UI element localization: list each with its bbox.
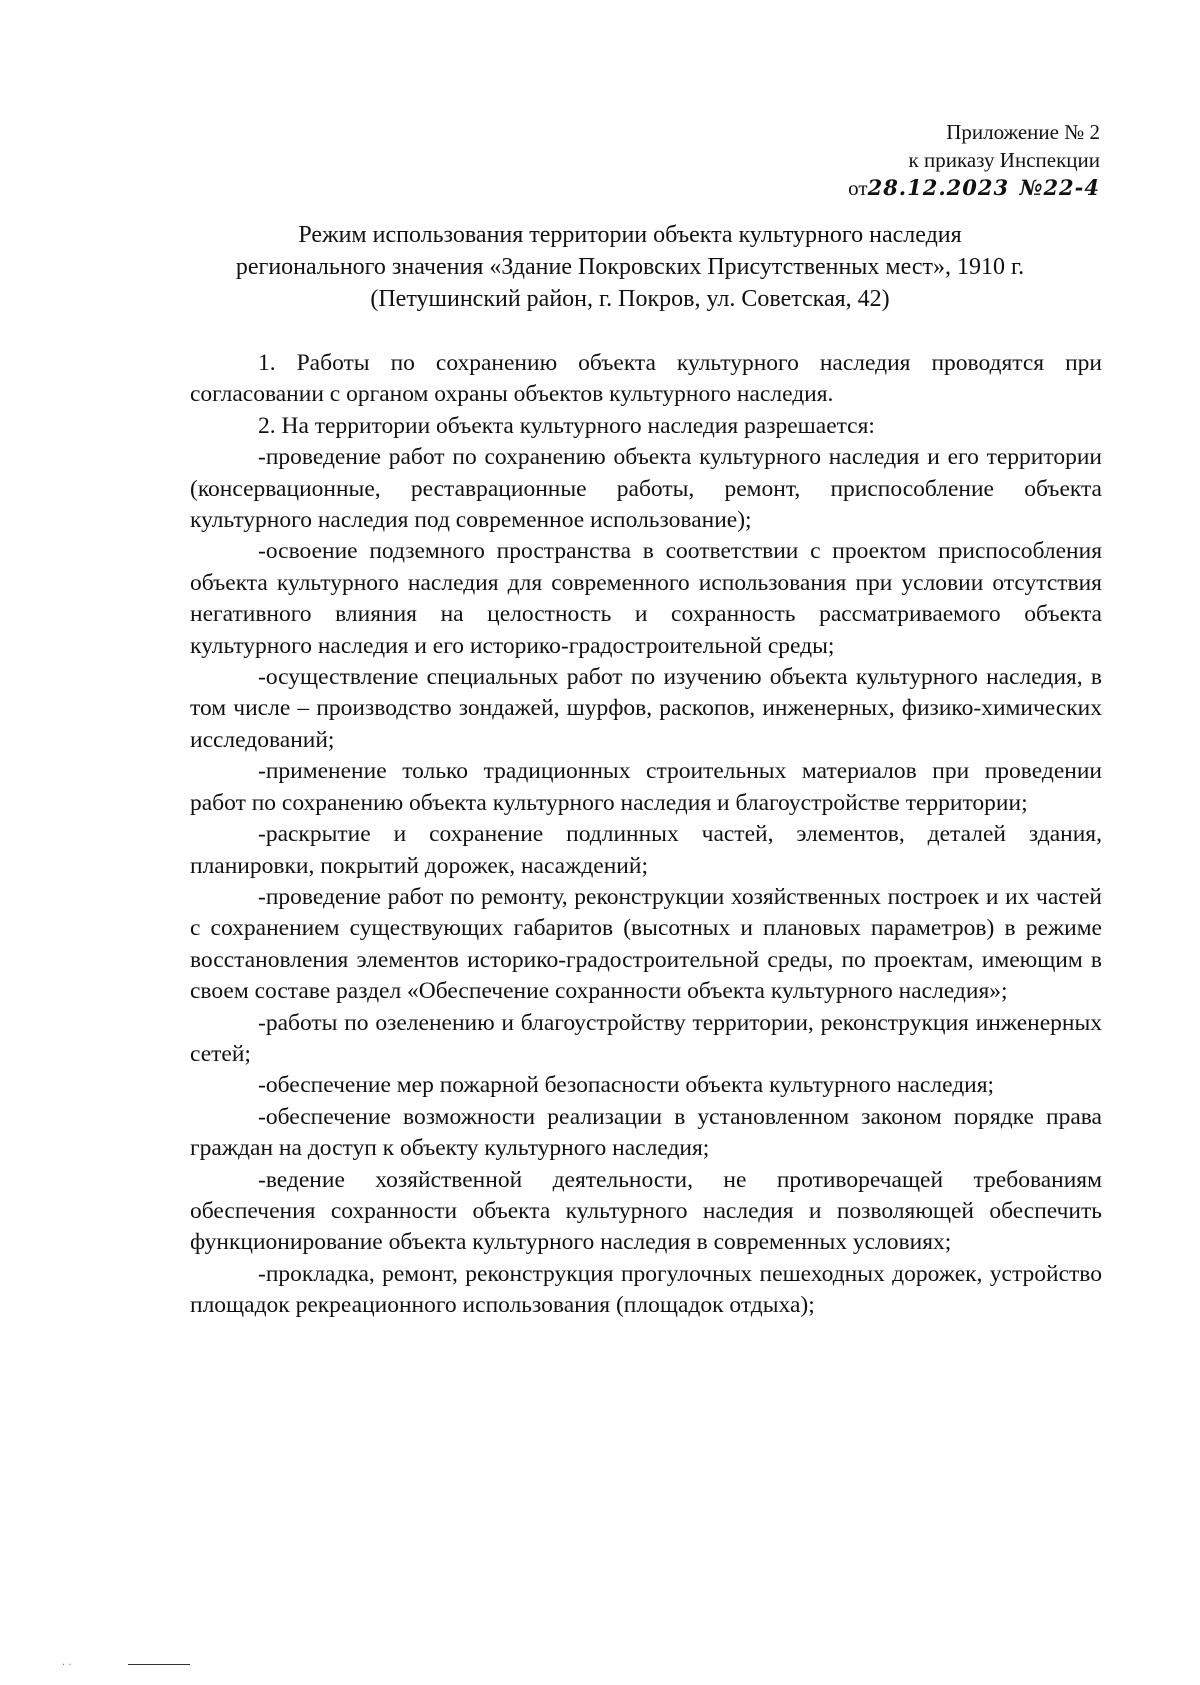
list-item: -освоение подземного пространства в соответствии с проектом приспособления объекта культурного наследия для современного использования при условии отсутствия негативного влияния на целостность и сохранность рассматриваемого объекта культурного наследия и его историко-градостроительной среды; — [190, 538, 1102, 659]
list-item: -раскрытие и сохранение подлинных частей, элементов, деталей здания, планировки, покрытий дорожек, насаждений; — [190, 821, 1102, 879]
handwritten-date: 28.12.2023 — [867, 175, 1010, 200]
list-item: -работы по озеленению и благоустройству территории, реконструкция инженерных сетей; — [190, 1009, 1102, 1067]
list-item: -проведение работ по ремонту, реконструкции хозяйственных построек и их частей с сохранением существующих габаритов (высотных и плановых параметров) в режиме восстановления элементов историко-градостроительной среды, по проектам, имеющим в своем составе раздел «Обеспечение сохранности объекта культурного наследия»; — [190, 883, 1102, 1005]
footer-divider — [128, 1664, 190, 1665]
footer-dots: · · — [62, 1660, 72, 1671]
appendix-line-1: Приложение № 2 — [946, 120, 1100, 144]
document-body — [190, 348, 1102, 1322]
list-item: -обеспечение мер пожарной безопасности объекта культурного наследия; — [258, 1072, 995, 1099]
list-item: -осуществление специальных работ по изучению объекта культурного наследия, в том числе – производство зондажей, шурфов, раскопов, инженерных, физико-химических исследований; — [190, 664, 1102, 753]
appendix-line-2: к приказу Инспекции — [908, 148, 1100, 172]
appendix-date-line — [680, 174, 1100, 202]
list-item: -прокладка, ремонт, реконструкция прогулочных пешеходных дорожек, устройство площадок рекреационного использования (площадок отдыха); — [190, 1260, 1102, 1319]
list-item: -проведение работ по сохранению объекта культурного наследия и его территории (консервационные, реставрационные работы, ремонт, приспособление объекта культурного наследия под современное использование); — [190, 444, 1102, 534]
appendix-header — [680, 118, 1100, 202]
title-line-3: (Петушинский район, г. Покров, ул. Советская, 42) — [370, 286, 890, 312]
paragraph-1: 1. Работы по сохранению объекта культурного наследия проводятся при согласовании с органом охраны объектов культурного наследия. — [190, 350, 1102, 408]
list-item: -применение только традиционных строительных материалов при проведении работ по сохранению объекта культурного наследия и благоустройстве территории; — [190, 758, 1102, 816]
number-prefix: № — [1019, 175, 1044, 200]
handwritten-number: 22-4 — [1043, 175, 1100, 200]
list-item: -ведение хозяйственной деятельности, не противоречащей требованиям обеспечения сохранности объекта культурного наследия и позволяющей обеспечить функционирование объекта культурного наследия в современных условиях; — [190, 1166, 1102, 1256]
list-item: -обеспечение возможности реализации в установленном законом порядке права граждан на доступ к объекту культурного наследия; — [190, 1103, 1102, 1162]
title-line-2: регионального значения «Здание Покровских Присутственных мест», 1910 г. — [235, 254, 1025, 280]
title-line-1: Режим использования территории объекта культурного наследия — [298, 222, 962, 248]
document-title — [180, 219, 1080, 315]
date-prefix: от — [848, 176, 868, 200]
paragraph-2: 2. На территории объекта культурного наследия разрешается: — [258, 412, 875, 439]
